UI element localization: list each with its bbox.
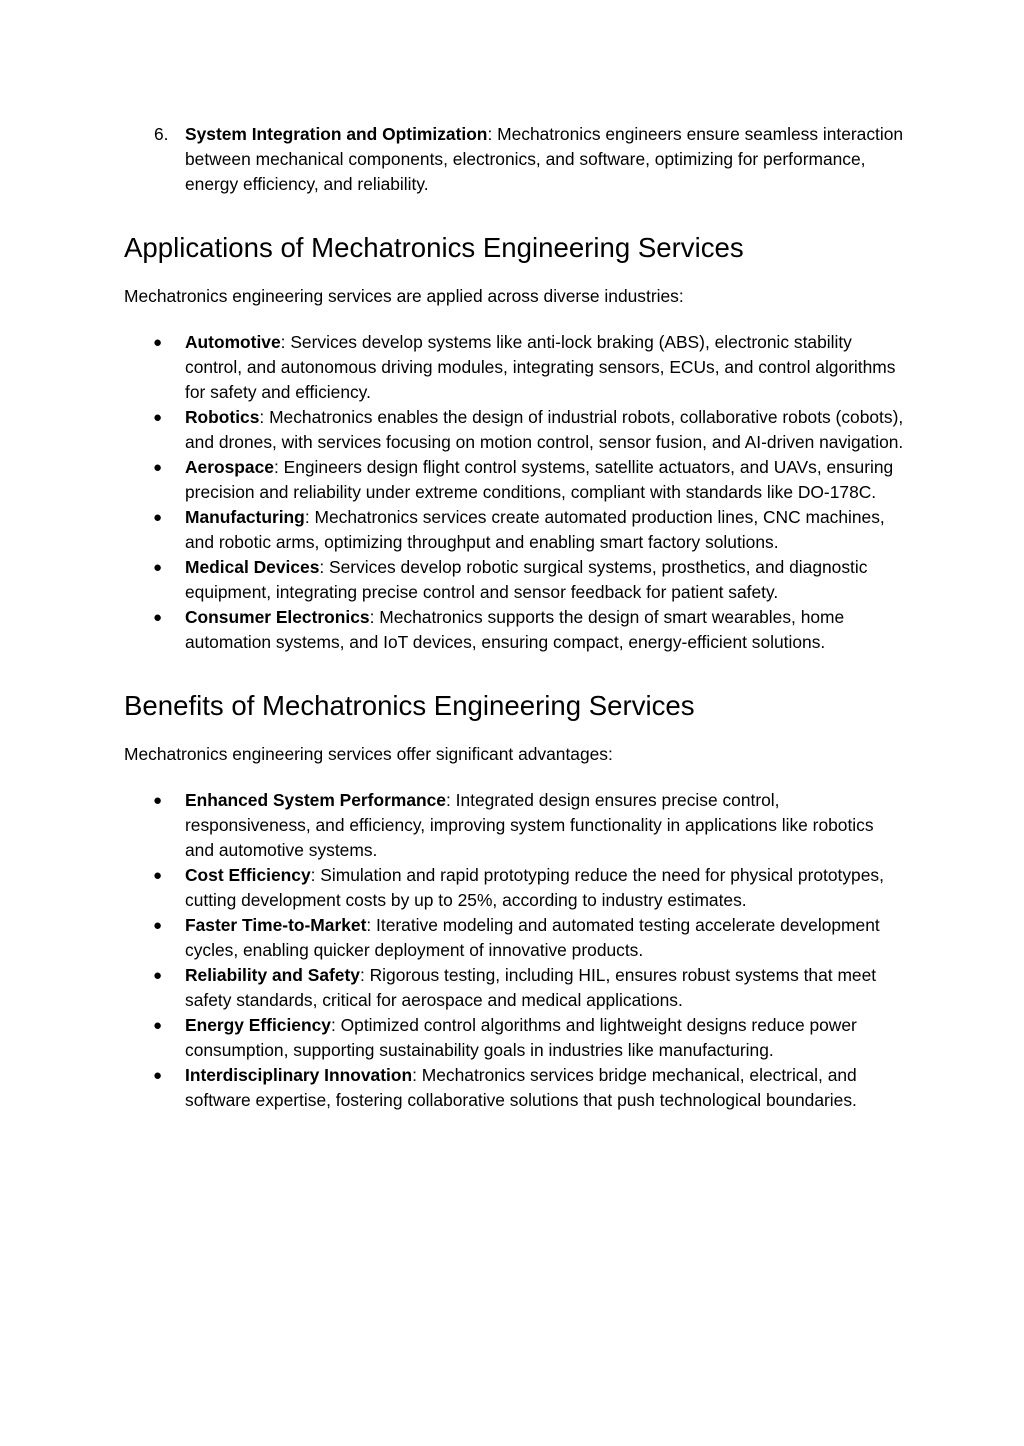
item-description: : Engineers design flight control systems, satellite actuators, and UAVs, ensuring precision and reliability under extreme conditions, compliant with standards like DO-178C. [185, 457, 894, 502]
benefits-heading: Benefits of Mechatronics Engineering Services [124, 690, 695, 721]
list-item [124, 555, 904, 605]
bullet-icon: ● [153, 409, 163, 426]
item-description: : Integrated design ensures precise control, responsiveness, and efficiency, improving system functionality in applications like robotics and automotive systems. [185, 790, 874, 860]
benefits-intro: Mechatronics engineering services offer significant advantages: [124, 744, 613, 764]
list-item [124, 863, 904, 913]
item-description: : Services develop systems like anti-lock braking (ABS), electronic stability control, and autonomous driving modules, integrating sensors, ECUs, and control algorithms for safety and efficiency. [185, 332, 896, 402]
list-item [124, 605, 904, 655]
item-term: Energy Efficiency [185, 1015, 331, 1035]
item-term: Reliability and Safety [185, 965, 360, 985]
bullet-icon: ● [153, 509, 163, 526]
item-description: : Simulation and rapid prototyping reduce the need for physical prototypes, cutting development costs by up to 25%, according to industry estimates. [185, 865, 884, 910]
list-item [124, 455, 904, 505]
list-item [124, 330, 904, 405]
item-description: : Rigorous testing, including HIL, ensures robust systems that meet safety standards, critical for aerospace and medical applications. [185, 965, 877, 1010]
bullet-icon: ● [153, 867, 163, 884]
document-page [124, 122, 904, 1113]
applications-intro: Mechatronics engineering services are applied across diverse industries: [124, 286, 684, 306]
list-item [124, 963, 904, 1013]
item-description: : Mechatronics services create automated production lines, CNC machines, and robotic arms, optimizing throughput and enabling smart factory solutions. [185, 507, 885, 552]
item-description: : Mechatronics enables the design of industrial robots, collaborative robots (cobots), and drones, with services focusing on motion control, sensor fusion, and AI-driven navigation. [185, 407, 904, 452]
item-term: System Integration and Optimization [185, 124, 488, 144]
list-item [124, 788, 904, 863]
benefits-list [124, 788, 904, 1113]
applications-list [124, 330, 904, 655]
item-term: Cost Efficiency [185, 865, 311, 885]
bullet-icon: ● [153, 609, 163, 626]
item-description: : Mechatronics engineers ensure seamless interaction between mechanical components, electronics, and software, optimizing for performance, energy efficiency, and reliability. [185, 124, 904, 194]
item-term: Enhanced System Performance [185, 790, 446, 810]
item-description: : Mechatronics services bridge mechanical, electrical, and software expertise, fostering collaborative solutions that push technological boundaries. [185, 1065, 857, 1110]
item-term: Faster Time-to-Market [185, 915, 367, 935]
numbered-list [124, 122, 904, 197]
list-item [124, 1063, 904, 1113]
item-description: : Optimized control algorithms and lightweight designs reduce power consumption, supporting sustainability goals in industries like manufacturing. [185, 1015, 857, 1060]
list-item [124, 505, 904, 555]
list-item [124, 405, 904, 455]
list-item [124, 1013, 904, 1063]
item-term: Medical Devices [185, 557, 320, 577]
list-item [124, 913, 904, 963]
bullet-icon: ● [153, 459, 163, 476]
item-term: Interdisciplinary Innovation [185, 1065, 413, 1085]
bullet-icon: ● [153, 334, 163, 351]
item-description: : Iterative modeling and automated testing accelerate development cycles, enabling quicker deployment of innovative products. [185, 915, 880, 960]
bullet-icon: ● [153, 917, 163, 934]
bullet-icon: ● [153, 1017, 163, 1034]
applications-heading: Applications of Mechatronics Engineering Services [124, 232, 744, 263]
item-term: Automotive [185, 332, 281, 352]
bullet-icon: ● [153, 792, 163, 809]
bullet-icon: ● [153, 559, 163, 576]
item-description: : Services develop robotic surgical systems, prosthetics, and diagnostic equipment, integrating precise control and sensor feedback for patient safety. [185, 557, 868, 602]
list-number: 6. [154, 124, 169, 144]
item-term: Aerospace [185, 457, 274, 477]
item-term: Consumer Electronics [185, 607, 370, 627]
bullet-icon: ● [153, 1067, 163, 1084]
numbered-list-item [124, 122, 904, 197]
item-term: Manufacturing [185, 507, 305, 527]
item-term: Robotics [185, 407, 260, 427]
item-description: : Mechatronics supports the design of smart wearables, home automation systems, and IoT devices, ensuring compact, energy-efficient solutions. [185, 607, 845, 652]
bullet-icon: ● [153, 967, 163, 984]
